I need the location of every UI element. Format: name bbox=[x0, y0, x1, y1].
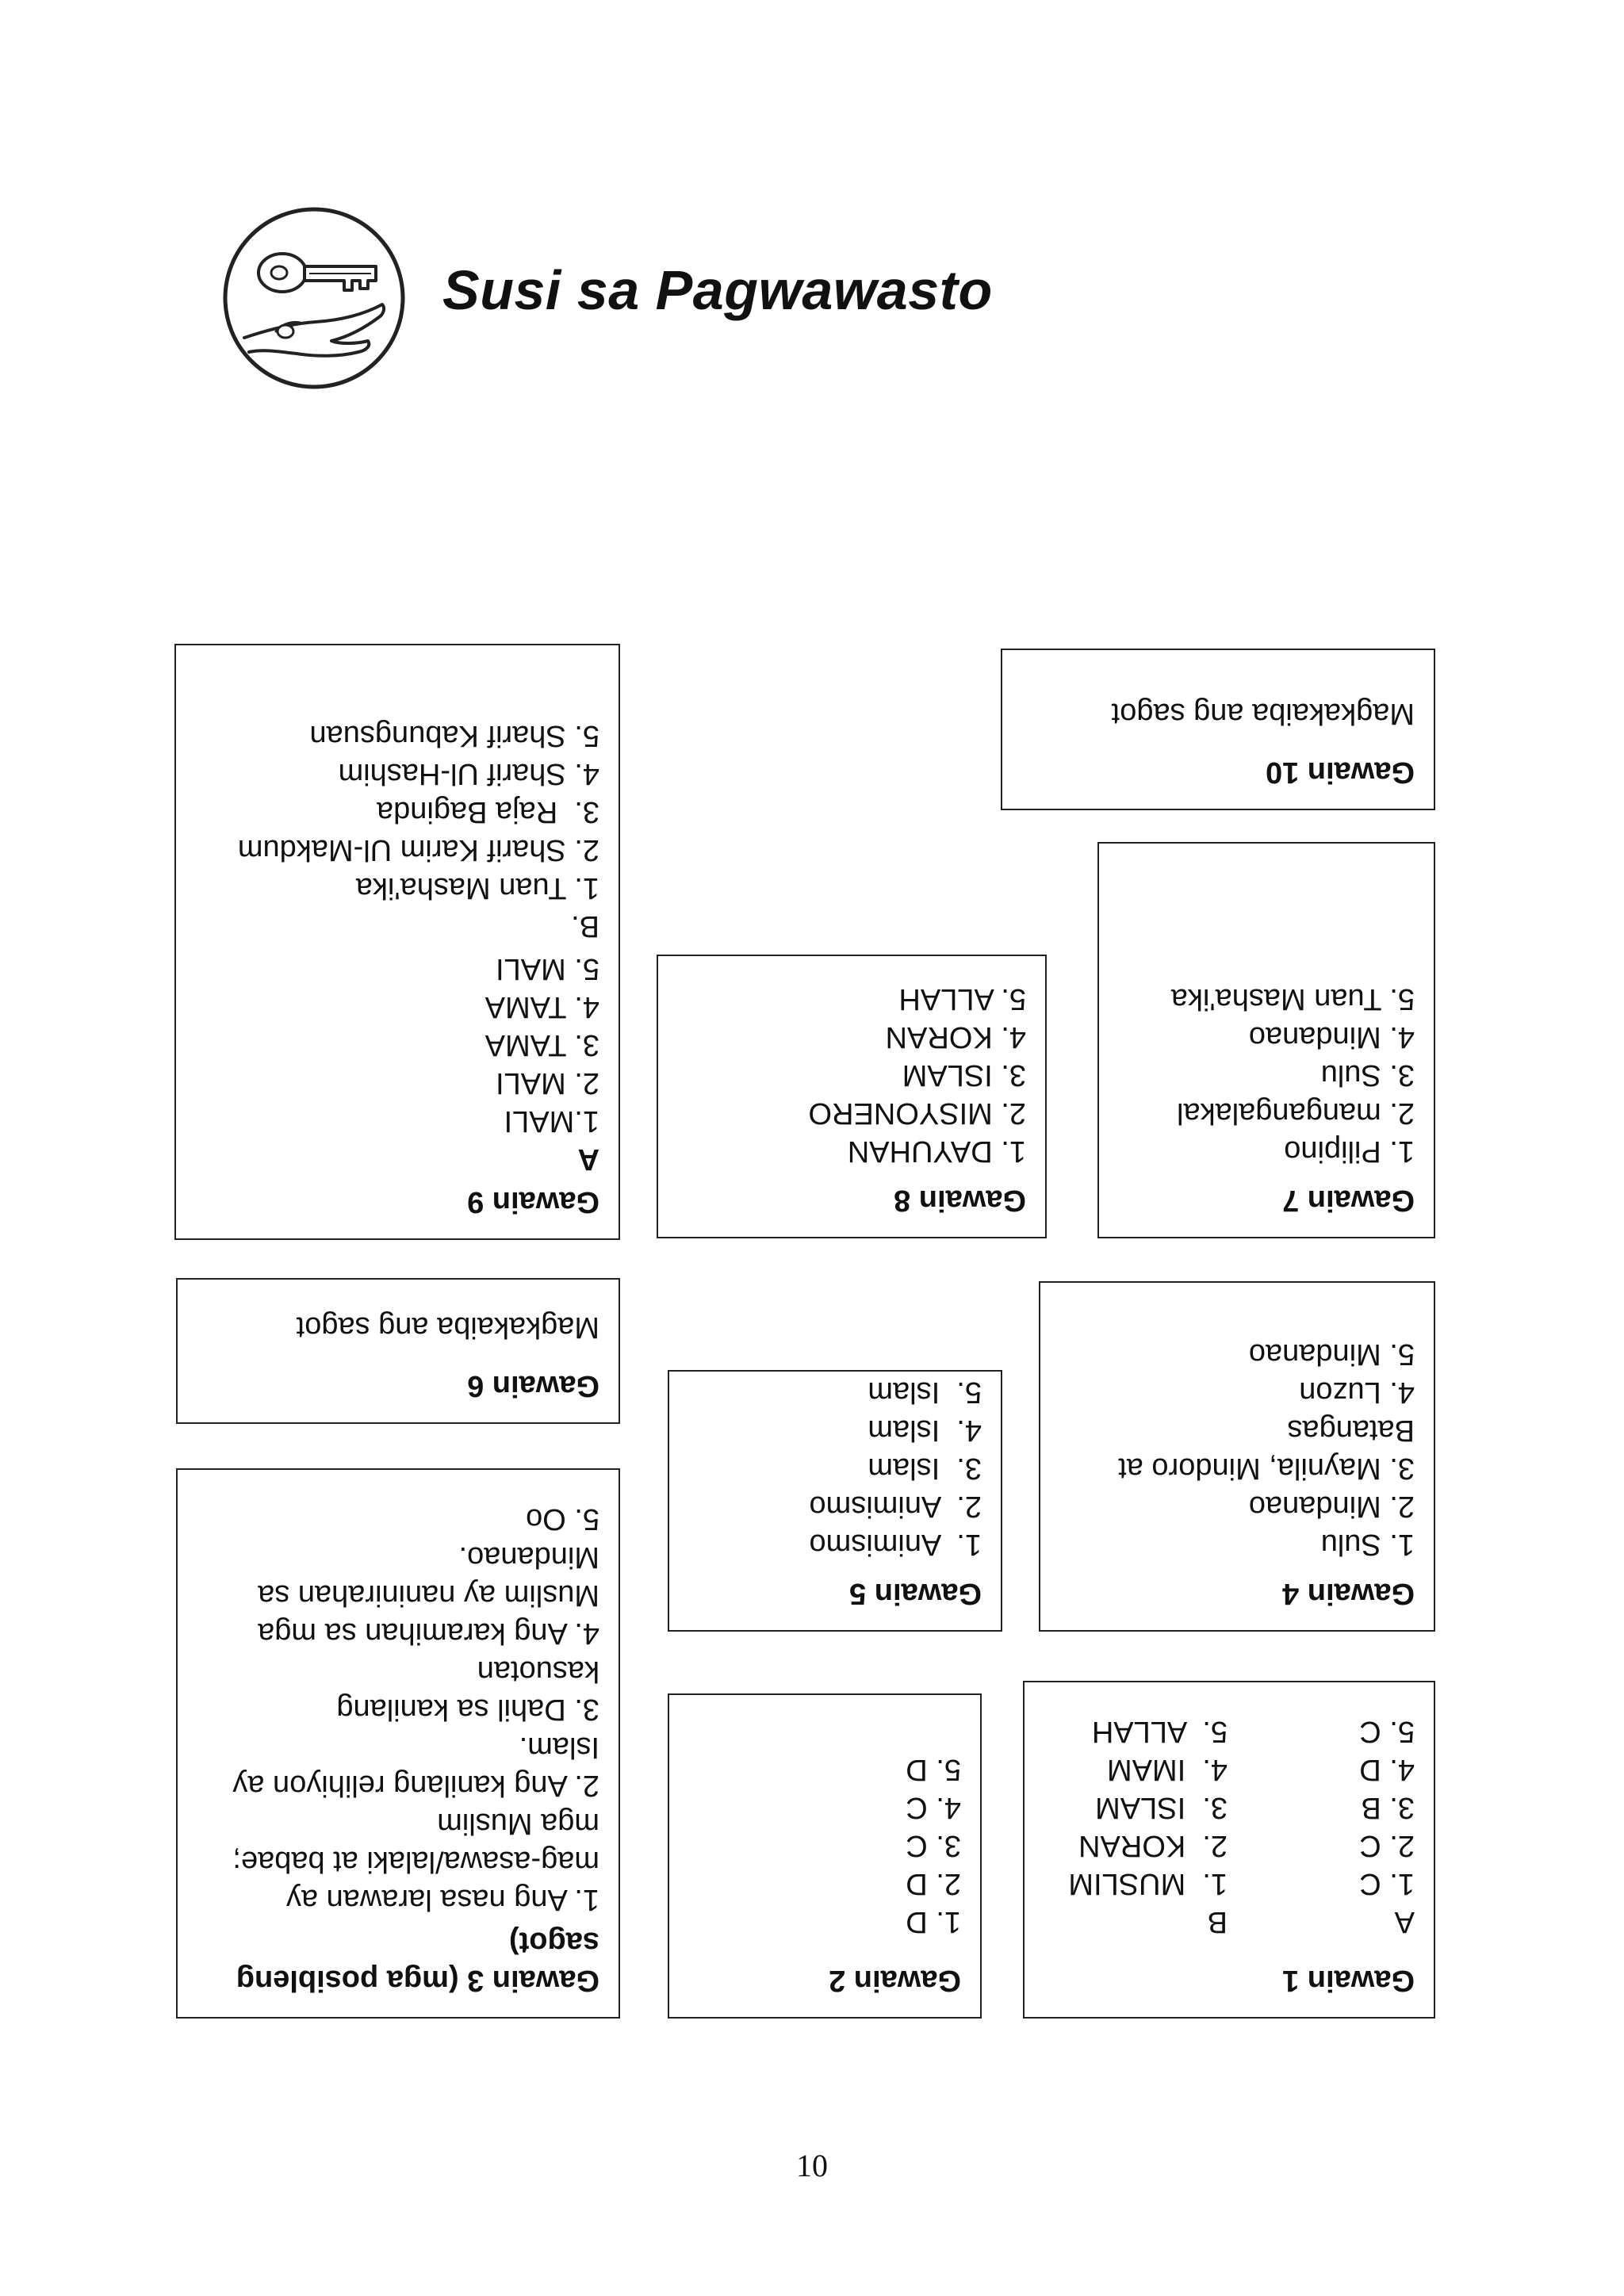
gawain-6-box bbox=[176, 1278, 620, 1424]
box-title: Gawain 7 bbox=[1282, 1184, 1415, 1217]
gawain-4-box bbox=[1039, 1281, 1435, 1632]
list-item: 2. C bbox=[1359, 1829, 1415, 1862]
list-item: 3. ISLAM bbox=[1095, 1791, 1228, 1824]
list-item: 1.MALI bbox=[504, 1104, 599, 1138]
gawain-8-box bbox=[657, 955, 1047, 1238]
list-item: 4. Ang karamihan sa mga Muslim ay naninirahan sa Mindanao. bbox=[258, 1540, 599, 1650]
list-item: 1. Sulu bbox=[1320, 1528, 1415, 1561]
list-item: 3. Sulu bbox=[1320, 1058, 1415, 1092]
list-item: 3. C bbox=[906, 1829, 961, 1862]
list-item: 5. Islam bbox=[868, 1376, 982, 1409]
list-item: 4. TAMA bbox=[485, 990, 599, 1024]
list-item: 1. Pilipino bbox=[1284, 1135, 1415, 1168]
answer-text: Magkakaiba ang sagot bbox=[296, 1311, 599, 1344]
box-title: Gawain 6 bbox=[467, 1369, 599, 1402]
list-item: 1. Animismo bbox=[809, 1528, 982, 1561]
list-item: 4. Sharif Ul-Hashim bbox=[338, 757, 599, 790]
list-item: 3. Maynila, Mindoro at Batangas bbox=[1118, 1414, 1415, 1485]
list-item: 3. Islam bbox=[868, 1452, 982, 1485]
box-title: Gawain 3 (mga posibleng sagot) bbox=[236, 1926, 599, 1997]
list-item: 2. D bbox=[906, 1867, 961, 1900]
list-item: 3. B bbox=[1361, 1791, 1415, 1824]
part-b-heading: B. bbox=[571, 909, 599, 943]
list-item: 1. Ang nasa larawan ay mag-asawa/lalaki at babae; mga Muslim bbox=[232, 1807, 599, 1916]
list-item: 2. MALI bbox=[496, 1066, 599, 1100]
gawain-1-box bbox=[1023, 1681, 1435, 2019]
list-item: 4. C bbox=[906, 1791, 961, 1824]
list-item: 1. D bbox=[906, 1905, 961, 1938]
list-item: 4. IMAM bbox=[1106, 1753, 1228, 1786]
column-b bbox=[1044, 1712, 1256, 1941]
box-title: Gawain 8 bbox=[894, 1184, 1026, 1217]
list-item: 2. Animismo bbox=[809, 1490, 982, 1523]
list-item: 2. MISYONERO bbox=[808, 1096, 1026, 1130]
list-item: 2. Ang kanilang relihiyon ay Islam. bbox=[232, 1731, 599, 1802]
box-title: Gawain 2 bbox=[829, 1964, 961, 1997]
page-title: Susi sa Pagwawasto bbox=[442, 259, 993, 321]
box-title: Gawain 10 bbox=[1266, 756, 1415, 789]
list-item: 4. KORAN bbox=[885, 1020, 1026, 1054]
list-item: 2. mangangalakal bbox=[1177, 1096, 1415, 1130]
gawain-9-box bbox=[174, 644, 620, 1240]
list-item: 4. Mindanao bbox=[1248, 1020, 1415, 1054]
column-heading: B bbox=[1207, 1905, 1228, 1938]
list-item: 5. ALLAH bbox=[898, 982, 1026, 1016]
list-item: 3. ISLAM bbox=[902, 1058, 1026, 1092]
gawain-10-box bbox=[1001, 649, 1435, 810]
list-item: 2. Mindanao bbox=[1248, 1490, 1415, 1523]
list-item: 3. Dahil sa kanilang kasuotan bbox=[336, 1655, 599, 1726]
box-title: Gawain 4 bbox=[1282, 1577, 1415, 1610]
list-item: 5. Oo bbox=[526, 1502, 599, 1536]
list-item: 3. Raja Baginda bbox=[377, 795, 599, 828]
column-heading: A bbox=[1394, 1905, 1415, 1938]
list-item: 3. TAMA bbox=[485, 1028, 599, 1062]
box-title: Gawain 5 bbox=[849, 1577, 982, 1610]
list-item: 4. Islam bbox=[868, 1414, 982, 1447]
list-item: 5. Mindanao bbox=[1248, 1337, 1415, 1371]
gawain-3-box bbox=[176, 1468, 620, 2019]
gawain-2-box bbox=[668, 1693, 982, 2019]
column-a bbox=[1256, 1712, 1415, 1941]
list-item: 5. Sharif Kabungsuan bbox=[309, 719, 599, 752]
box-title: Gawain 9 bbox=[467, 1185, 599, 1219]
list-item: 1. DAYUHAN bbox=[847, 1135, 1026, 1168]
list-item: 2. KORAN bbox=[1078, 1829, 1228, 1862]
key-in-hand-icon bbox=[220, 205, 408, 392]
list-item: 5. MALI bbox=[496, 952, 599, 985]
list-item: 4. Luzon bbox=[1299, 1376, 1415, 1409]
list-item: 5. C bbox=[1359, 1715, 1415, 1748]
list-item: 5. ALLAH bbox=[1091, 1715, 1228, 1748]
list-item: 1. C bbox=[1359, 1867, 1415, 1900]
answer-text: Magkakaiba ang sagot bbox=[1111, 697, 1415, 730]
list-item: 5. Tuan Masha'ika bbox=[1170, 982, 1415, 1016]
page-number: 10 bbox=[796, 2148, 828, 2183]
list-item: 1. MUSLIM bbox=[1068, 1867, 1228, 1900]
gawain-7-box bbox=[1097, 842, 1435, 1238]
gawain-5-box bbox=[668, 1370, 1002, 1632]
part-a-heading: A bbox=[577, 1142, 599, 1176]
list-item: 1. Tuan Masha'ika bbox=[355, 871, 599, 905]
list-item: 2. Sharif Karim Ul-Makdum bbox=[237, 833, 599, 867]
list-item: 4. D bbox=[1359, 1753, 1415, 1786]
list-item: 5. D bbox=[906, 1753, 961, 1786]
box-title: Gawain 1 bbox=[1282, 1964, 1415, 1997]
